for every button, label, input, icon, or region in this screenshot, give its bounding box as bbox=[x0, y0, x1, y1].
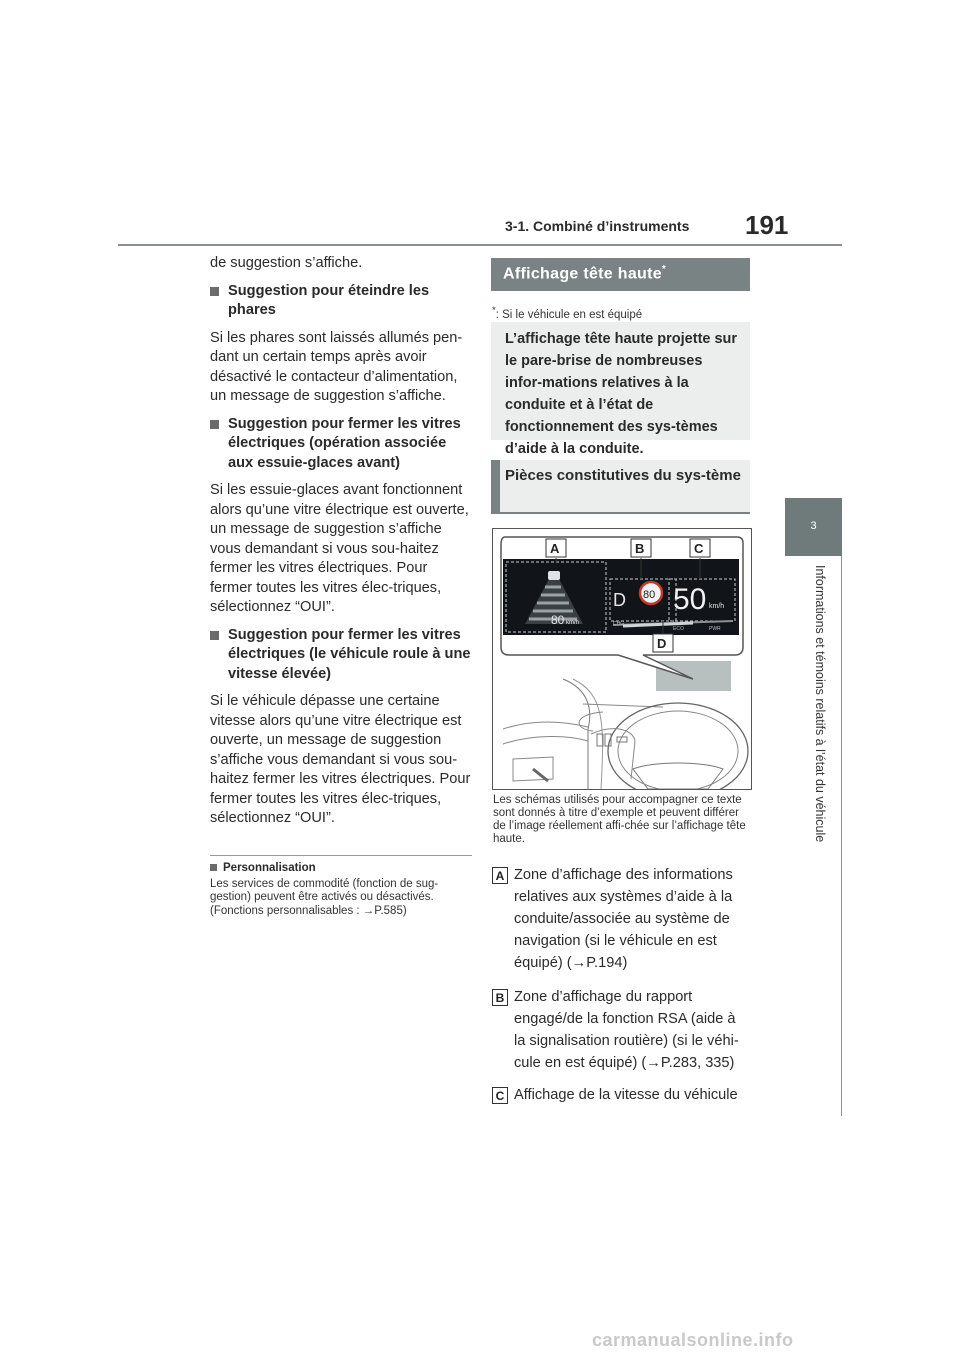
heading-accent-bar bbox=[491, 460, 500, 512]
list-item bbox=[492, 986, 747, 1074]
page-number: 191 bbox=[745, 210, 789, 240]
note-body: Les services de commodité (fonction de sug-gestion) peuvent être activés ou désactivés. (Fonctions personnalisables : →P.585) bbox=[210, 877, 439, 917]
hud-heading-box bbox=[491, 258, 750, 291]
summary-text: L’affichage tête haute projette sur le pare-brise de nombreuses infor-mations relatives à la conduite et à l’état de fonctionnement des sys-tèmes d’aide à la conduite. bbox=[505, 331, 738, 457]
callout-d: D bbox=[657, 636, 667, 651]
header-rule bbox=[118, 244, 842, 246]
summary-box bbox=[491, 322, 750, 457]
chapter-number: 3 bbox=[810, 520, 817, 532]
subsection-heading bbox=[210, 626, 472, 685]
note-divider bbox=[210, 855, 472, 856]
item-text: Zone d’affichage du rapport engagé/de la fonction RSA (aide à la signalisation routière) (si le véhi-cule en est équipé) (→P.283, 335) bbox=[514, 989, 739, 1071]
callout-a: A bbox=[550, 541, 560, 556]
list-item bbox=[492, 1084, 747, 1106]
subsection-title: Suggestion pour éteindre les phares bbox=[228, 282, 430, 318]
callout-b: B bbox=[635, 541, 645, 556]
chapter-rule bbox=[841, 556, 842, 1116]
list-item bbox=[492, 864, 747, 974]
subsection-heading bbox=[210, 282, 472, 321]
hud-illustration bbox=[492, 528, 752, 790]
item-label: A bbox=[492, 867, 508, 884]
chapter-title: Informations et témoins relatifs à l’état du véhicule bbox=[813, 565, 827, 843]
section-title: 3-1. Combiné d’instruments bbox=[505, 218, 690, 234]
meter-label-eco: ECO bbox=[673, 626, 684, 632]
footnote: *: Si le véhicule en est équipé bbox=[492, 305, 643, 321]
set-speed-unit: km/h bbox=[566, 620, 580, 626]
item-label: B bbox=[492, 989, 508, 1006]
square-bullet-icon bbox=[210, 287, 219, 296]
square-bullet-icon bbox=[210, 864, 217, 871]
subsection-body: Si les phares sont laissés allumés pen-dant un certain temps après avoir désactivé le contacteur d’alimentation, un message de suggestion s’affiche. bbox=[210, 329, 463, 404]
hud-diagram bbox=[493, 529, 751, 789]
subsection-heading bbox=[210, 415, 472, 474]
left-column bbox=[210, 254, 472, 918]
meter-label-pwr: PWR bbox=[709, 626, 721, 632]
subsection-title: Suggestion pour fermer les vitres électriques (le véhicule roule à une vitesse élevée) bbox=[228, 626, 471, 682]
set-speed-value: 80 bbox=[551, 613, 565, 627]
components-heading-box bbox=[491, 460, 750, 514]
item-label: C bbox=[492, 1087, 508, 1104]
speed-sign-value: 80 bbox=[643, 589, 656, 601]
subsection-title: Suggestion pour fermer les vitres électriques (opération associée aux essuie-glaces avant) bbox=[228, 415, 461, 471]
watermark: carmanualsonline.info bbox=[592, 1330, 794, 1350]
note-heading bbox=[210, 862, 472, 874]
intro-text: de suggestion s’affiche. bbox=[210, 255, 363, 271]
hud-heading: Affichage tête haute* bbox=[503, 264, 667, 283]
square-bullet-icon bbox=[210, 420, 219, 429]
components-heading: Pièces constitutives du sys-tème bbox=[505, 467, 741, 484]
callout-c: C bbox=[694, 541, 704, 556]
gear-indicator: D bbox=[613, 590, 626, 610]
square-bullet-icon bbox=[210, 631, 219, 640]
item-text: Zone d’affichage des informations relatives aux systèmes d’aide à la conduite/associée au système de navigation (si le véhicule en est équipé) (→P.194) bbox=[514, 867, 733, 971]
note-title: Personnalisation bbox=[223, 861, 316, 874]
speed-unit: km/h bbox=[709, 603, 725, 610]
subsection-body: Si les essuie-glaces avant fonctionnent alors qu’une vitre électrique est ouverte, un message de suggestion s’affiche vous demandant si vous sou-haitez fermer les vitres électriques. Pour fermer toutes les vitres élec-triques, sélectionnez “OUI”. bbox=[210, 482, 469, 615]
meter-label-chg: CHG bbox=[613, 621, 625, 627]
subsection-body: Si le véhicule dépasse une certaine vitesse alors qu’une vitre électrique est ouverte, un message de suggestion s’affiche vous demandant si vous sou-haitez fermer les vitres électriques. Pour fermer toutes les vitres élec-triques, sélectionnez “OUI”. bbox=[210, 693, 471, 826]
vehicle-speed: 50 bbox=[673, 583, 707, 616]
figure-caption: Les schémas utilisés pour accompagner ce texte sont donnés à titre d’exemple et peuvent différer de l’image réellement affi-chée sur l’affichage tête haute. bbox=[493, 794, 746, 845]
item-text: Affichage de la vitesse du véhicule bbox=[514, 1087, 738, 1103]
